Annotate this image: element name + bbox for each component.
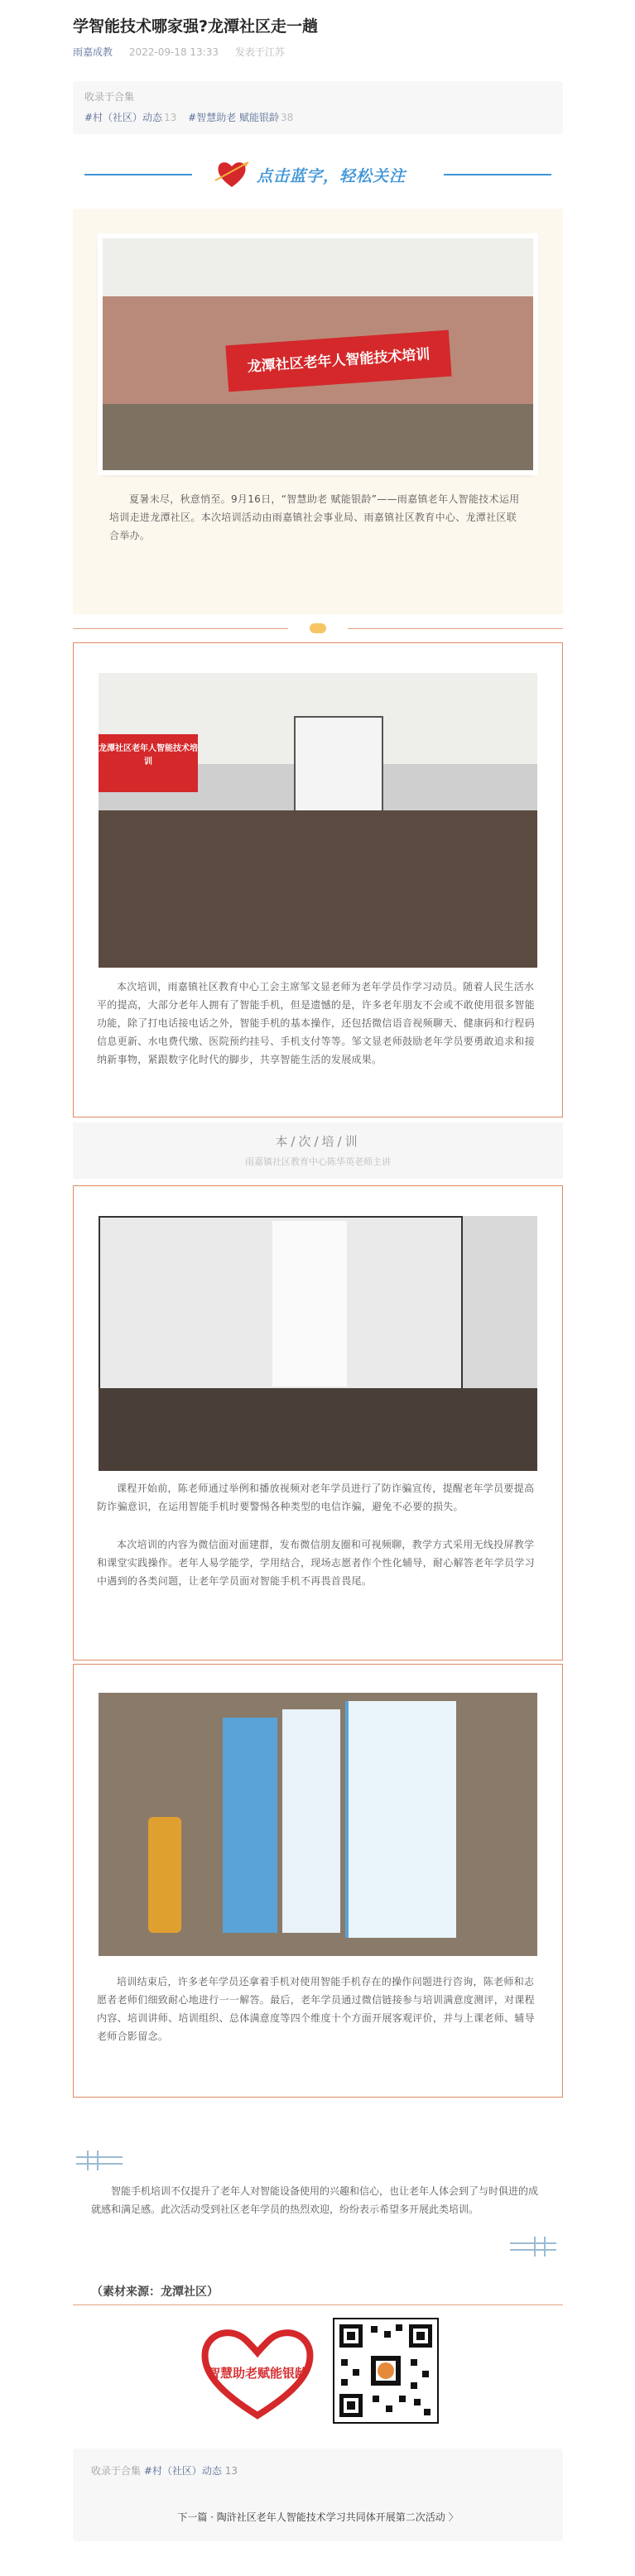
photo-classroom-speaker bbox=[99, 673, 537, 968]
banner-line-left bbox=[84, 174, 192, 175]
banner-line-right bbox=[444, 174, 551, 175]
heart-arrow-icon bbox=[214, 156, 250, 192]
article-meta bbox=[73, 45, 285, 59]
collection-box bbox=[73, 81, 563, 134]
photo-instructor bbox=[99, 1216, 537, 1471]
panel-consultation bbox=[73, 1664, 563, 2098]
section-label-subtitle: 雨嘉镇社区教育中心陈华英老师主讲 bbox=[245, 1156, 391, 1167]
source-divider bbox=[73, 2304, 563, 2305]
caption-content: 本次培训的内容为微信面对面建群，发布微信朋友圈和可视频聊，教学方式采用无线投屏教学和课堂实践操作。老年人易学能学，学用结合，现场志愿者作个性化辅导，耐心解答老年学员学习中遇到的各类问题，让老年学员面对智能手机不再畏首畏尾。 bbox=[97, 1539, 535, 1587]
footer-collection-count: 13 bbox=[224, 2465, 238, 2477]
source-credit: （素材来源：龙潭社区） bbox=[91, 2285, 219, 2299]
next-article-link[interactable]: 下一篇 · 陶浒社区老年人智能技术学习共同体开展第二次活动 〉 bbox=[177, 2511, 459, 2523]
panel-opening bbox=[73, 209, 563, 614]
collection-tag-count: 38 bbox=[281, 112, 294, 123]
qr-code[interactable] bbox=[333, 2318, 439, 2424]
collection-tag-community[interactable]: #村（社区）动态 bbox=[84, 112, 163, 123]
footer-collection bbox=[73, 2449, 563, 2541]
panel-mobilization bbox=[73, 642, 563, 1117]
collection-tag-count: 13 bbox=[164, 112, 177, 123]
smart-elderly-logo bbox=[195, 2318, 320, 2425]
panel-training bbox=[73, 1185, 563, 1660]
caption-mobilization: 本次培训，雨嘉镇社区教育中心工会主席邹文显老师为老年学员作学习动员。随着人民生活水平的提高，大部分老年人拥有了智能手机，但是遗憾的是，许多老年朋友不会或不敢使用很多智能功能，除了打电话接电话之外，智能手机的基本操作，还包括微信语音视频聊天、健康码和行程码信息更新、水电费代缴、医院预约挂号、手机支付等等。邹文显老师鼓励老年学员要勇敢追求和接纳新事物，紧跟数字化时代的脚步，共享智能生活的发展成果。 bbox=[97, 981, 535, 1065]
article-title: 学智能技术哪家强?龙潭社区走一趟 bbox=[73, 17, 319, 36]
photo-banner-text: 龙潭社区老年人智能技术培训 bbox=[225, 330, 451, 392]
caption-consultation: 培训结束后，许多老年学员还拿着手机对使用智能手机存在的操作问题进行咨询，陈老师和志愿者老师们细致耐心地进行一一解答。最后，老年学员通过微信链接参与培训满意度测评，对课程内容、培训讲师、培训组织、总体满意度等四个维度十个方面开展客观评价，并与上课老师、辅导老师合影留念。 bbox=[97, 1976, 535, 2042]
footer-collection-label: 收录于合集 bbox=[91, 2465, 142, 2477]
collection-label: 收录于合集 bbox=[84, 91, 135, 103]
photo-group-banner bbox=[103, 238, 533, 470]
grid-decoration-icon bbox=[73, 2149, 126, 2172]
person-figure bbox=[148, 1817, 181, 1933]
publish-time: 2022-09-18 13:33 bbox=[128, 46, 219, 58]
training-section-label bbox=[73, 1122, 563, 1179]
follow-banner[interactable] bbox=[73, 149, 563, 200]
grid-decoration-icon bbox=[507, 2235, 560, 2258]
closing-paragraph: 智能手机培训不仅提升了老年人对智能设备使用的兴趣和信心，也让老年人体会到了与时俱进的成就感和满足感。此次活动受到社区老年学员的热烈欢迎，纷纷表示希望多开展此类培训。 bbox=[91, 2185, 539, 2215]
caption-opening: 夏暑未尽，秋意悄至。9月16日，“智慧助老 赋能银龄”——雨嘉镇老年人智能技术运用培训走进龙潭社区。本次培训活动由雨嘉镇社会事业局、雨嘉镇社区教育中心、龙潭社区联合举办。 bbox=[109, 493, 520, 541]
photo-display-boards bbox=[99, 1693, 537, 1956]
publish-location: 发表于江苏 bbox=[234, 46, 285, 58]
projected-phone-screen bbox=[272, 1221, 347, 1387]
footer-collection-tag[interactable]: #村（社区）动态 bbox=[143, 2465, 222, 2477]
banner-text: 点击蓝字，轻松关注 bbox=[257, 167, 406, 185]
author-link[interactable]: 雨嘉成教 bbox=[73, 46, 113, 58]
qr-pattern bbox=[334, 2319, 437, 2422]
logo-text: 智慧助老赋能银龄 bbox=[207, 2366, 308, 2381]
section-divider bbox=[73, 622, 563, 636]
collection-tag-elderly[interactable]: #智慧助老 赋能银龄 bbox=[188, 112, 280, 123]
photo-banner-text: 龙潭社区老年人智能技术培训 bbox=[99, 734, 198, 792]
caption-anti-fraud: 课程开始前，陈老师通过举例和播放视频对老年学员进行了防诈骗宣传，提醒老年学员要提高防诈骗意识，在运用智能手机时要警惕各种类型的电信诈骗，避免不必要的损失。 bbox=[97, 1483, 535, 1512]
section-label-title: 本/次/培/训 bbox=[275, 1134, 361, 1149]
